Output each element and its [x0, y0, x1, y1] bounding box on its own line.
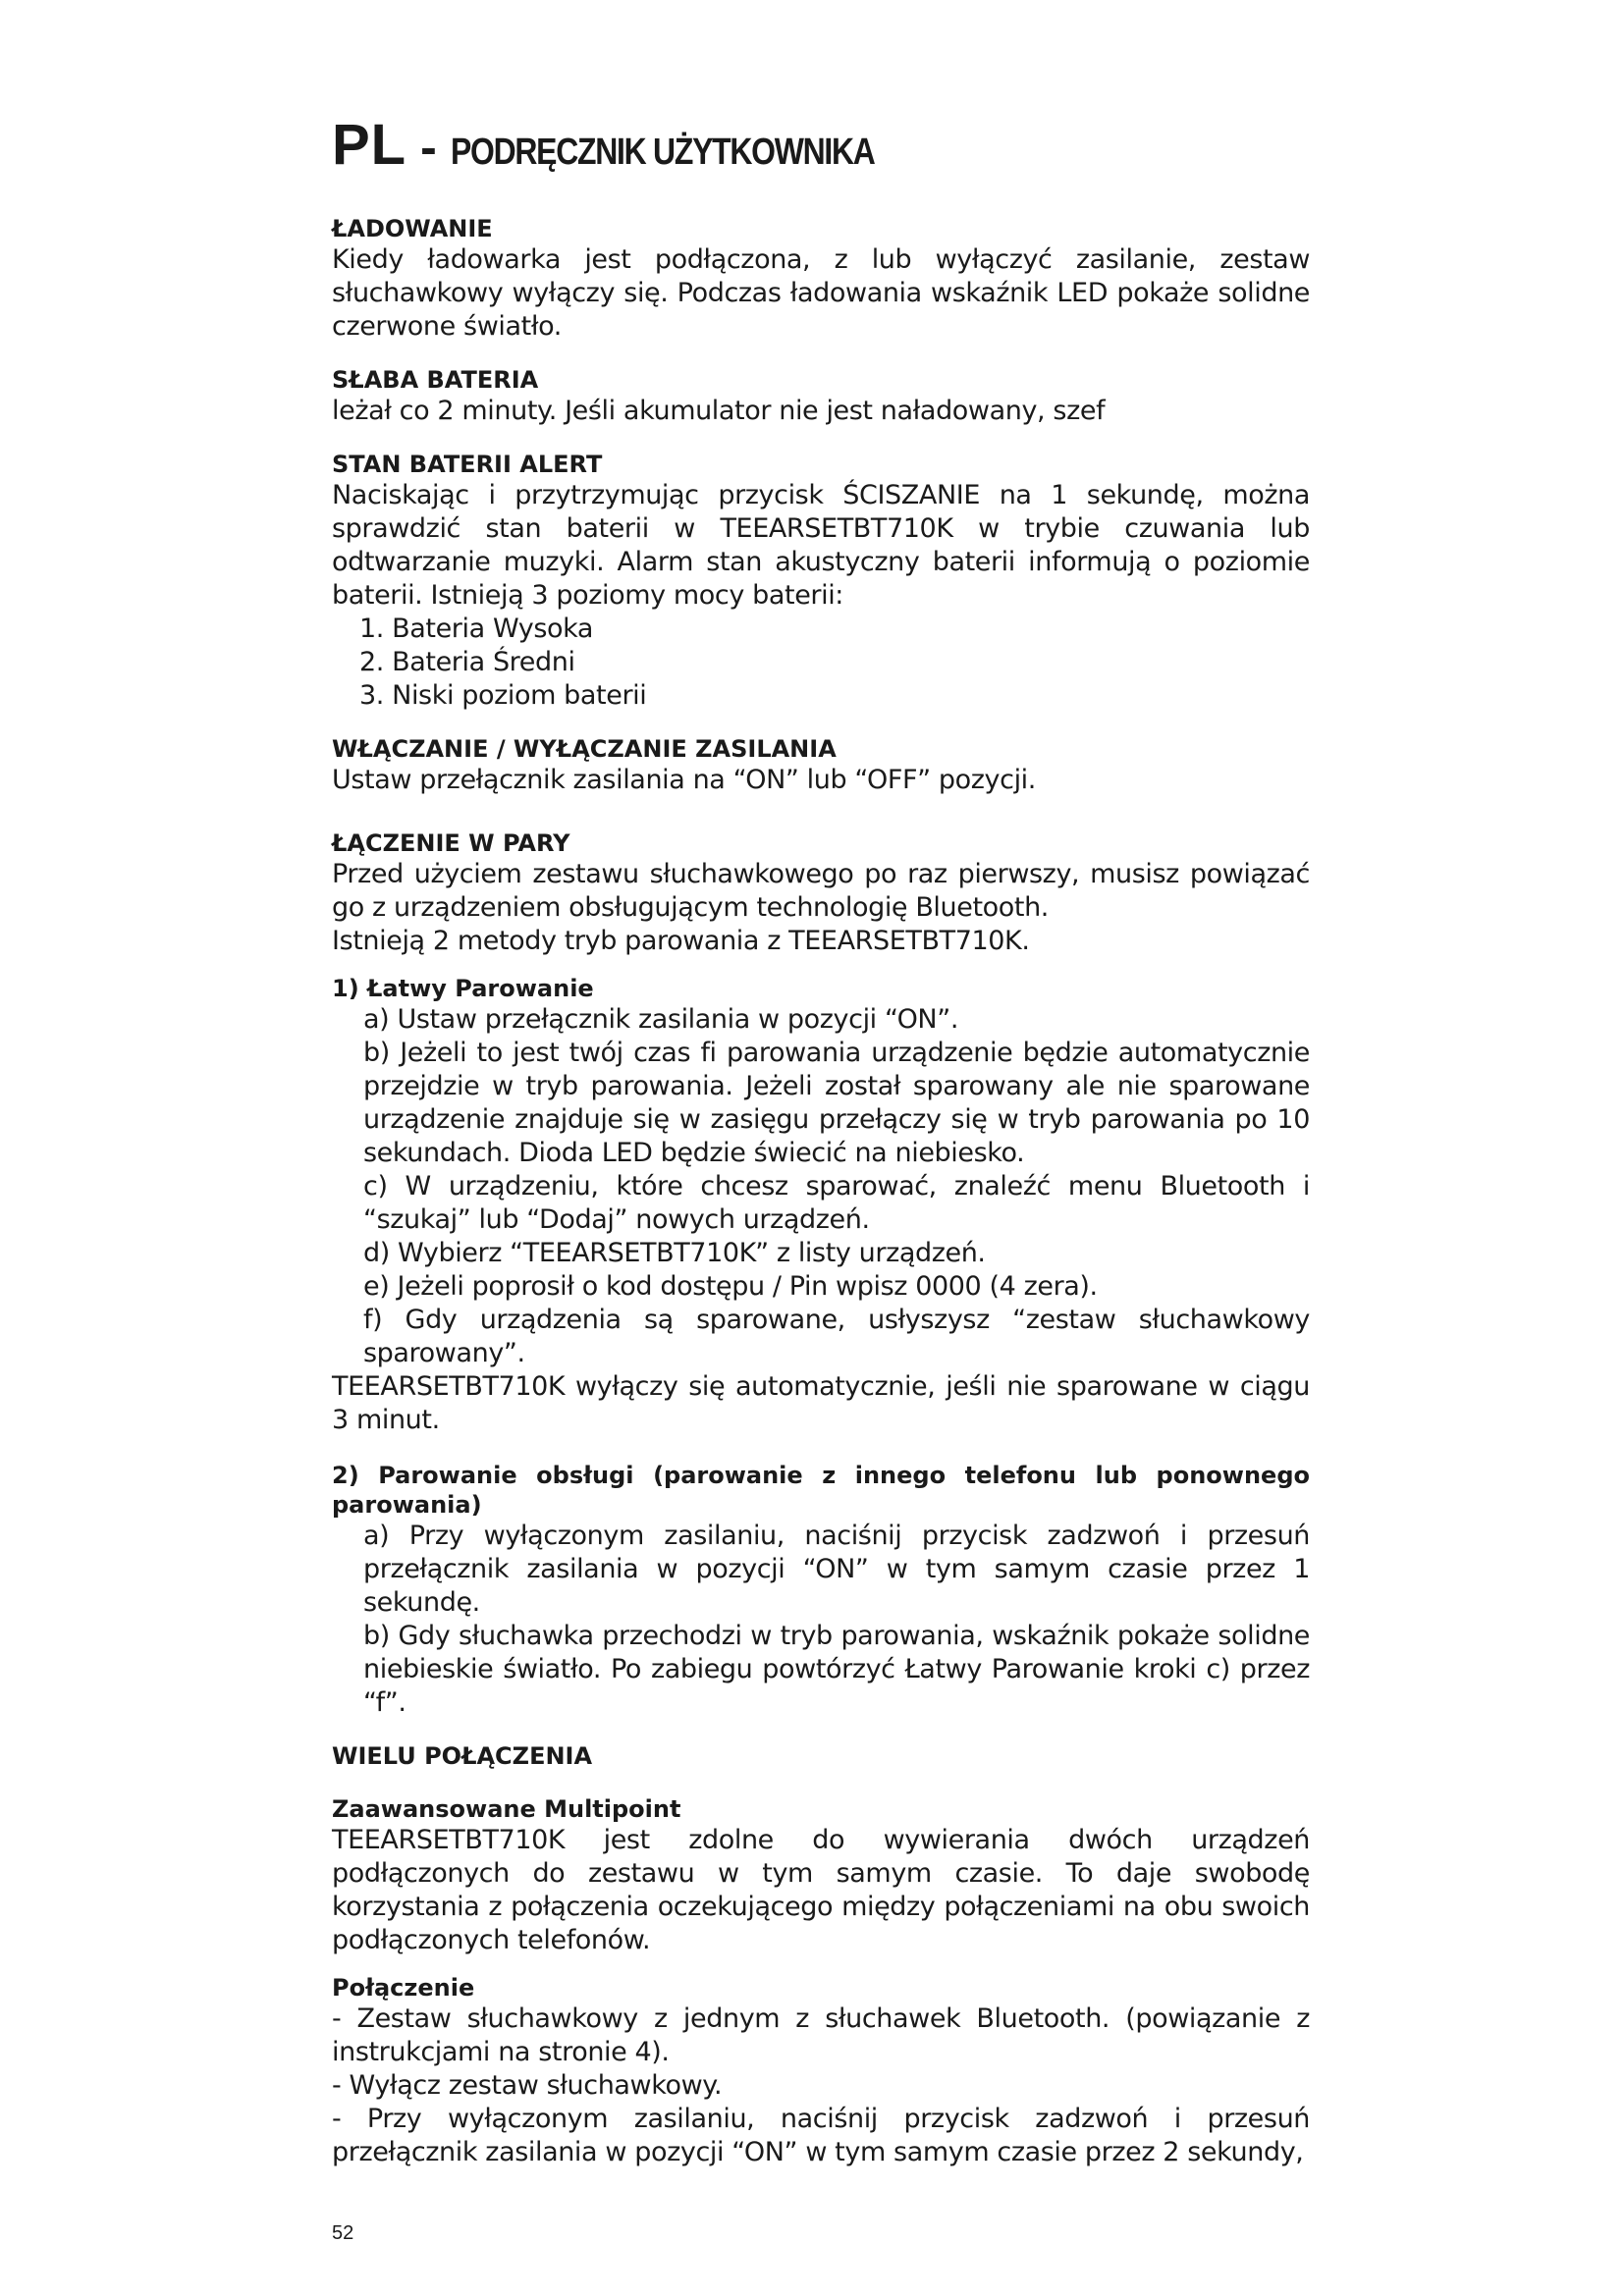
battery-levels-list	[332, 613, 1310, 713]
text-battery-alert: Naciskając i przytrzymując przycisk ŚCISZANIE na 1 sekundę, można sprawdzić stan baterii w TEEARSETBT710K w trybie czuwania lub odtwarzanie muzyki. Alarm stan akustyczny baterii informują o poziomie baterii. Istnieją 3 poziomy mocy baterii:	[332, 480, 1310, 611]
list-item: - Zestaw słuchawkowy z jednym z słuchawek Bluetooth. (powiązanie z instrukcjami na stronie 4).	[332, 2003, 1310, 2067]
list-item: f) Gdy urządzenia są sparowane, usłyszysz “zestaw słuchawkowy sparowany”.	[363, 1305, 1310, 1368]
section-power	[332, 734, 1310, 797]
text-advanced-multipoint: TEEARSETBT710K jest zdolne do wywierania dwóch urządzeń podłączonych do zestawu w tym samym czasie. To daje swobodę korzystania z połączenia oczekującego między połączeniami na obu swoich podłączonych telefonów.	[332, 1825, 1310, 1955]
text-power: Ustaw przełącznik zasilania na “ON” lub “OFF” pozycji.	[332, 765, 1036, 795]
text-auto-off-note: TEEARSETBT710K wyłączy się automatycznie, jeśli nie sparowane w ciągu 3 minut.	[332, 1371, 1310, 1435]
title-text: PODRĘCZNIK UŻYTKOWNIKA	[450, 132, 875, 173]
list-item: a) Przy wyłączonym zasilaniu, naciśnij przycisk zadzwoń i przesuń przełącznik zasilania w pozycji “ON” w tym samym czasie przez 1 sekundę.	[363, 1521, 1310, 1618]
heading-manual-pairing: 2) Parowanie obsługi (parowanie z innego telefonu lub ponownego parowania)	[332, 1462, 1310, 1519]
list-item: 1. Bateria Wysoka	[359, 614, 594, 644]
title-language-code: PL	[332, 113, 407, 177]
list-item: 3. Niski poziom baterii	[359, 680, 647, 711]
heading-multipoint: WIELU POŁĄCZENIA	[332, 1742, 593, 1770]
manual-pairing-steps	[332, 1520, 1310, 1720]
heading-pairing: ŁĄCZENIE W PARY	[332, 829, 570, 857]
list-item: - Wyłącz zestaw słuchawkowy.	[332, 2070, 723, 2101]
section-low-battery	[332, 365, 1310, 428]
heading-charging: ŁADOWANIE	[332, 215, 493, 242]
text-low-battery: leżał co 2 minuty. Jeśli akumulator nie jest naładowany, szef	[332, 396, 1106, 426]
list-item: - Przy wyłączonym zasilaniu, naciśnij przycisk zadzwoń i przesuń przełącznik zasilania w pozycji “ON” w tym samym czasie przez 2 sekundy,	[332, 2104, 1310, 2167]
list-item: d) Wybierz “TEEARSETBT710K” z listy urządzeń.	[363, 1238, 986, 1268]
list-item: b) Jeżeli to jest twój czas fi parowania urządzenie będzie automatycznie przejdzie w tryb parowania. Jeżeli został sparowany ale nie sparowane urządzenie znajduje się w zasięgu przełączy się w tryb parowania po 10 sekundach. Dioda LED będzie świecić na niebiesko.	[363, 1038, 1310, 1168]
heading-easy-pairing: 1) Łatwy Parowanie	[332, 975, 594, 1002]
section-battery-alert	[332, 450, 1310, 713]
heading-low-battery: SŁABA BATERIA	[332, 366, 539, 394]
list-item: 2. Bateria Średni	[359, 647, 575, 677]
heading-connection: Połączenie	[332, 1974, 475, 2002]
section-pairing	[332, 828, 1310, 1720]
page-number: 52	[332, 2222, 354, 2244]
text-charging: Kiedy ładowarka jest podłączona, z lub wyłączyć zasilanie, zestaw słuchawkowy wyłączy się. Podczas ładowania wskaźnik LED pokaże solidne czerwone światło.	[332, 244, 1310, 342]
heading-battery-alert: STAN BATERII ALERT	[332, 451, 603, 478]
section-charging	[332, 214, 1310, 344]
heading-advanced-multipoint: Zaawansowane Multipoint	[332, 1795, 681, 1823]
section-multipoint	[332, 1741, 1310, 2169]
easy-pairing-steps	[332, 1003, 1310, 1370]
heading-power: WŁĄCZANIE / WYŁĄCZANIE ZASILANIA	[332, 735, 837, 763]
page-title	[332, 110, 1310, 194]
list-item: b) Gdy słuchawka przechodzi w tryb parowania, wskaźnik pokaże solidne niebieskie światło. Po zabiegu powtórzyć Łatwy Parowanie kroki c) przez “f”.	[363, 1621, 1310, 1718]
title-separator: -	[420, 120, 437, 175]
list-item: a) Ustaw przełącznik zasilania w pozycji “ON”.	[363, 1004, 959, 1035]
list-item: e) Jeżeli poprosił o kod dostępu / Pin wpisz 0000 (4 zera).	[363, 1271, 1098, 1302]
list-item: c) W urządzeniu, które chcesz sparować, znaleźć menu Bluetooth i “szukaj” lub “Dodaj” nowych urządzeń.	[363, 1171, 1310, 1235]
manual-page	[332, 110, 1310, 2169]
text-pairing-intro: Przed użyciem zestawu słuchawkowego po raz pierwszy, musisz powiązać go z urządzeniem obsługującym technologię Bluetooth.	[332, 859, 1310, 923]
text-pairing-methods: Istnieją 2 metody tryb parowania z TEEARSETBT710K.	[332, 926, 1030, 956]
